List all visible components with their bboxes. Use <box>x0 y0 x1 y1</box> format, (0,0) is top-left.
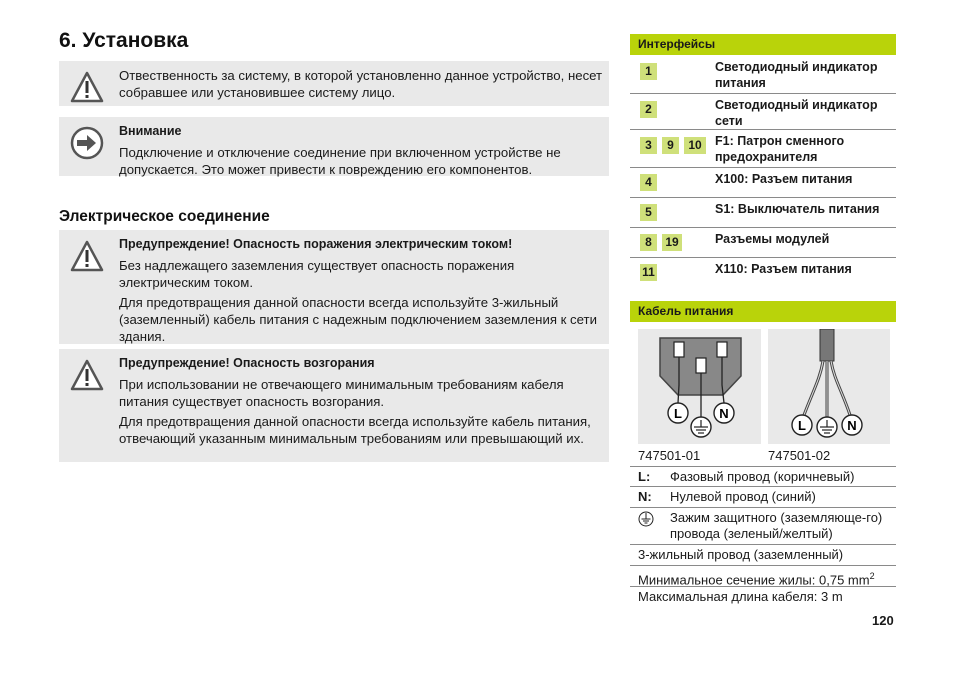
interface-row <box>630 56 896 94</box>
l-wire-label: L <box>798 418 806 433</box>
note-text: Подключение и отключение соединение при включенном устройстве не допускается. Это может привести к повреждению его компонентов. <box>119 145 561 177</box>
iec-connector-diagram <box>638 329 761 444</box>
arrow-right-icon <box>69 125 105 161</box>
interfaces-header: Интерфейсы <box>630 34 896 55</box>
legend-row <box>630 508 896 545</box>
l-terminal-label: L <box>674 406 682 421</box>
ground-icon <box>638 511 654 527</box>
item-number-badge: 19 <box>662 234 682 251</box>
item-number-badge: 8 <box>640 234 657 251</box>
spec-text <box>638 568 896 588</box>
responsibility-note <box>59 61 609 106</box>
spec-row <box>630 587 896 608</box>
warning-text: При использовании не отвечающего минимальным требованиям кабеля питания существует опасность возгорания. <box>119 377 564 409</box>
page-number: 120 <box>872 613 894 628</box>
item-number-badge: 3 <box>640 137 657 154</box>
spec-row <box>630 566 896 587</box>
spec-superscript: 2 <box>869 571 875 581</box>
attention-note <box>59 117 609 176</box>
interface-label: F1: Патрон сменного предохранителя <box>715 134 845 164</box>
interface-label: S1: Выключатель питания <box>715 202 880 216</box>
interface-row <box>630 94 896 130</box>
legend-value: Нулевой провод (синий) <box>670 489 816 504</box>
spec-row <box>630 545 896 566</box>
warning-title: Предупреждение! Опасность возгорания <box>119 356 375 370</box>
cable-wires-icon <box>768 329 890 444</box>
interface-row <box>630 198 896 228</box>
warning-title: Предупреждение! Опасность поражения электрическим током! <box>119 237 513 251</box>
fire-warning <box>59 349 609 462</box>
warning-triangle-icon <box>69 69 105 105</box>
legend-value: Зажим защитного (заземляюще-го) провода (зеленый/желтый) <box>670 510 883 541</box>
spec-text: 3-жильный провод (заземленный) <box>638 547 844 562</box>
n-wire-label: N <box>847 418 857 433</box>
page-title: 6. Установка <box>59 29 189 52</box>
n-terminal-label: N <box>719 406 729 421</box>
part-number: 747501-01 <box>638 448 701 463</box>
item-number-badge: 1 <box>640 63 657 80</box>
item-number-badge: 5 <box>640 204 657 221</box>
interface-row <box>630 228 896 258</box>
legend-key: N: <box>638 489 652 504</box>
item-number-badge: 11 <box>640 264 657 281</box>
interface-label: X100: Разъем питания <box>715 172 853 186</box>
warning-text: Без надлежащего заземления существует опасность поражения электрическим током. <box>119 258 515 290</box>
electric-shock-warning <box>59 230 609 344</box>
part-number: 747501-02 <box>768 448 831 463</box>
legend-key: L: <box>638 469 651 484</box>
interface-row <box>630 258 896 288</box>
interface-label: X110: Разъем питания <box>715 262 852 276</box>
interface-row <box>630 168 896 198</box>
iec-socket-icon <box>638 329 761 444</box>
warning-text: Для предотвращения данной опасности всегда используйте 3-жильный (заземленный) кабель питания с надежным подключением заземления к сети здания. <box>119 295 597 344</box>
warning-text: Для предотвращения данной опасности всегда используйте кабель питания, отвечающий указанным минимальным требованиям или превышающий их. <box>119 414 591 446</box>
interface-label: Разъемы модулей <box>715 232 830 246</box>
spec-text: Максимальная длина кабеля: 3 m <box>638 589 843 604</box>
spec-value: Минимальное сечение жилы: 0,75 mm <box>638 572 870 588</box>
legend-value: Фазовый провод (коричневый) <box>670 469 855 484</box>
warning-triangle-icon <box>69 238 105 274</box>
item-number-badge: 4 <box>640 174 657 191</box>
legend-row <box>630 466 896 487</box>
interface-label: Светодиодный индикатор сети <box>715 98 878 128</box>
note-text: Отвественность за систему, в которой установленно данное устройство, несет собравшее или установившее систему лицо. <box>119 68 603 100</box>
section-heading: Электрическое соединение <box>59 208 270 225</box>
cable-header: Кабель питания <box>630 301 896 322</box>
warning-triangle-icon <box>69 357 105 393</box>
interface-row <box>630 130 896 168</box>
item-number-badge: 2 <box>640 101 657 118</box>
item-number-badge: 10 <box>684 137 706 154</box>
item-number-badge: 9 <box>662 137 679 154</box>
legend-row <box>630 487 896 508</box>
wire-ends-diagram <box>768 329 890 444</box>
interface-label: Светодиодный индикатор питания <box>715 60 878 90</box>
note-title: Внимание <box>119 124 182 138</box>
